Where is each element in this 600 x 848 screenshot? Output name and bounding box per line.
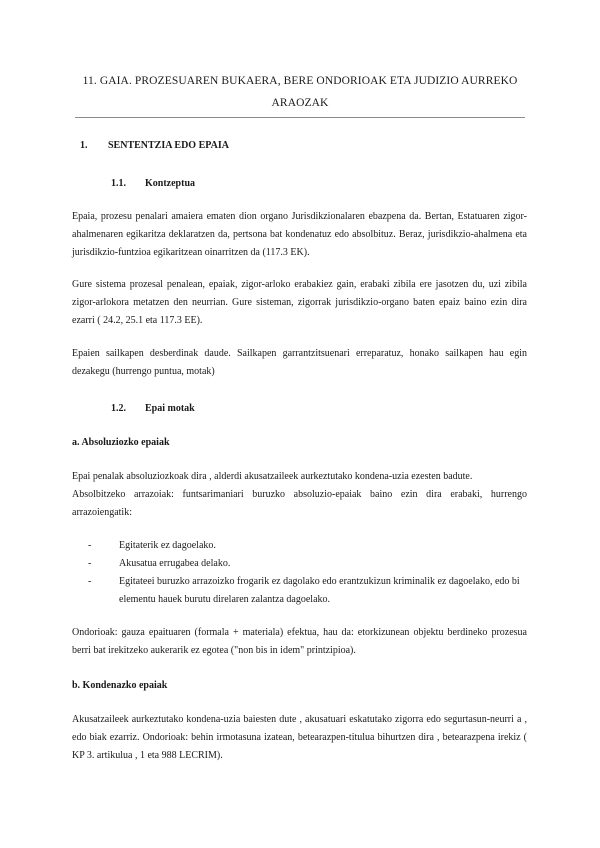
dash-bullet: - [88,558,92,569]
list-item-text: Egitaterik ez dagoelako. [119,540,216,551]
section-heading-1 [80,137,229,155]
paragraph-concept-3: Epaien sailkapen desberdinak daude. Sailkapen garrantzitsuenari erreparatuz, honako sailkapen hau egin dezakegu (hurrengo puntua, motak) [72,348,527,377]
subsection-heading-1-1 [111,175,195,193]
section-number: 1. [80,140,88,151]
subsection-number: 1.1. [111,178,126,189]
list-item [88,555,528,573]
list-item-text: Akusatua errugabea delako. [119,558,231,569]
paragraph-conviction-1: Akusatzaileek aurkeztutako kondena-uzia baiesten dute , akusatuari eskatutako zigorra edo segurtasun-neurri a , edo biak ezarriz. Ondorioak: behin irmotasuna izatean, betearazpen-titulua bihurtzen dira , betearazpena irekiz ( KP 3. artikulua , 1 eta 988 LECRIM). [72,714,527,761]
heading-conviction: b. Kondenazko epaiak [72,680,168,691]
paragraph-absolution-2: Absolbitzeko arrazoiak: funtsarimaniari buruzko absoluzio-epaiak baino ezin dira erabaki, hurrengo arrazoiengatik: [72,489,527,518]
list-item [88,573,528,609]
subsection-title: Epai motak [145,403,195,414]
dash-bullet: - [88,540,92,551]
page-title: 11. GAIA. PROZESUAREN BUKAERA, BERE ONDORIOAK ETA JUDIZIO AURREKO ARAOZAK [82,75,518,109]
list-item-text: Egitateei buruzko arrazoizko frogarik ez dagolako edo erantzukizun kriminalik ez dagoelako, edo bi elementu hauek burutu direlaren zalantza dagoelako. [119,576,520,605]
paragraph-absolution-1: Epai penalak absoluziozkoak dira , alderdi akusatzaileek aurkeztutako kondena-uzia ezesten badute. [72,471,473,482]
subsection-number: 1.2. [111,403,126,414]
list-item [88,537,528,555]
paragraph-concept-2: Gure sistema prozesal penalean, epaiak, zigor-arloko erabakiez gain, erabaki zibila ere jasotzen du, uzi zibila zigor-arlokora metatzen den neurrian. Gure sisteman, zigorrak jurisdikzio-organo baten epaiz baino ezin dira ezarri ( 24.2, 25.1 eta 117.3 EE). [72,279,527,326]
paragraph-concept-1: Epaia, prozesu penalari amaiera ematen dion organo Jurisdikzionalaren ebazpena da. Bertan, Estatuaren zigor-ahalmenaren egikaritza deklaratzen da, pertsona bat kondenatuz edo absolbituz. Beraz, jurisdikzio-ahalmena eta jurisdikzio-funtzioa egikaritzean oinarritzen da (117.3 EK). [72,211,527,258]
subsection-heading-1-2 [111,400,195,418]
subsection-title: Kontzeptua [145,178,195,189]
title-divider [75,117,525,118]
absolution-reasons-list [88,537,528,609]
dash-bullet: - [88,576,92,587]
paragraph-absolution-effects: Ondorioak: gauza epaituaren (formala + materiala) efektua, hau da: etorkizunean objektu berdineko prozesua berri bat irekitzeko aukerarik ez egotea ("non bis in idem" printzipioa). [72,627,527,656]
section-title: SENTENTZIA EDO EPAIA [108,140,229,151]
heading-absolution: a. Absoluziozko epaiak [72,437,170,448]
